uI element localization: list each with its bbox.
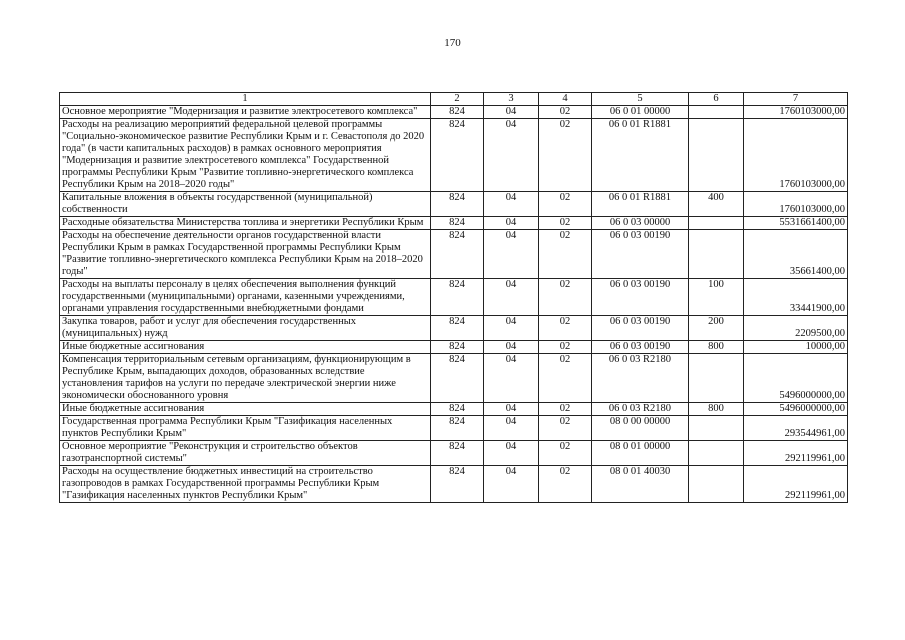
row-code-expense-type: [689, 230, 744, 279]
table-row: [60, 217, 848, 230]
page-number: 170: [444, 37, 461, 49]
row-code-target: 06 0 03 R2180: [592, 354, 689, 403]
row-code-section: 04: [484, 354, 539, 403]
row-code-section: 04: [484, 119, 539, 192]
row-code-section: 04: [484, 341, 539, 354]
row-code-admin: 824: [431, 441, 484, 466]
row-code-target: 06 0 03 00190: [592, 230, 689, 279]
row-code-expense-type: [689, 119, 744, 192]
column-header: 2: [431, 93, 484, 106]
row-code-target: 06 0 01 R1881: [592, 192, 689, 217]
row-code-target: 06 0 03 00190: [592, 316, 689, 341]
row-code-expense-type: [689, 106, 744, 119]
table-row: [60, 416, 848, 441]
table-header-row: [60, 93, 848, 106]
row-code-admin: 824: [431, 217, 484, 230]
row-amount: 5531661400,00: [744, 217, 848, 230]
row-code-section: 04: [484, 192, 539, 217]
row-code-section: 04: [484, 466, 539, 503]
row-code-admin: 824: [431, 192, 484, 217]
table-row: [60, 230, 848, 279]
row-amount: 10000,00: [744, 341, 848, 354]
row-code-subsection: 02: [539, 217, 592, 230]
table-row: [60, 441, 848, 466]
table-row: [60, 341, 848, 354]
table-row: [60, 354, 848, 403]
row-code-expense-type: 400: [689, 192, 744, 217]
row-name: Расходы на осуществление бюджетных инвестиций на строительство газопроводов в рамках Государственной программы Республики Крым "Газификация населенных пунктов Республики Крым": [60, 466, 431, 503]
row-code-target: 08 0 01 00000: [592, 441, 689, 466]
row-code-admin: 824: [431, 403, 484, 416]
row-code-admin: 824: [431, 354, 484, 403]
row-code-section: 04: [484, 230, 539, 279]
column-header: 7: [744, 93, 848, 106]
row-code-admin: 824: [431, 341, 484, 354]
row-code-target: 06 0 03 00000: [592, 217, 689, 230]
row-name: Иные бюджетные ассигнования: [60, 403, 431, 416]
row-code-subsection: 02: [539, 279, 592, 316]
row-code-admin: 824: [431, 230, 484, 279]
row-name: Основное мероприятие "Модернизация и развитие электросетевого комплекса": [60, 106, 431, 119]
column-header: 1: [60, 93, 431, 106]
row-code-section: 04: [484, 106, 539, 119]
row-code-expense-type: 800: [689, 341, 744, 354]
row-code-section: 04: [484, 441, 539, 466]
row-name: Расходы на обеспечение деятельности органов государственной власти Республики Крым в рамках Государственной программы Республики Крым "Развитие топливно-энергетического комплекса Республики Крым на 2018–2020 годы": [60, 230, 431, 279]
row-code-admin: 824: [431, 279, 484, 316]
row-name: Расходные обязательства Министерства топлива и энергетики Республики Крым: [60, 217, 431, 230]
row-code-subsection: 02: [539, 403, 592, 416]
row-name: Компенсация территориальным сетевым организациям, функционирующим в Республике Крым, выпадающих доходов, образованных вследствие установления тарифов на услуги по передаче электрической энергии ниже экономически обоснованного уровня: [60, 354, 431, 403]
row-code-expense-type: [689, 441, 744, 466]
row-code-target: 06 0 03 00190: [592, 279, 689, 316]
row-amount: 1760103000,00: [744, 192, 848, 217]
row-amount: 5496000000,00: [744, 354, 848, 403]
row-amount: 5496000000,00: [744, 403, 848, 416]
row-code-admin: 824: [431, 316, 484, 341]
row-code-subsection: 02: [539, 119, 592, 192]
table-row: [60, 119, 848, 192]
row-code-expense-type: 800: [689, 403, 744, 416]
row-name: Расходы на реализацию мероприятий федеральной целевой программы "Социально-экономическое развитие Республики Крым и г. Севастополя до 2020 года" (в части капитальных расходов) в рамках основного мероприятия "Модернизация и развитие электросетевого комплекса" Государственной программы Республики Крым "Развитие топливно-энергетического комплекса Республики Крым на 2018–2020 годы": [60, 119, 431, 192]
row-code-expense-type: [689, 354, 744, 403]
row-code-section: 04: [484, 217, 539, 230]
row-code-section: 04: [484, 416, 539, 441]
row-code-subsection: 02: [539, 106, 592, 119]
row-amount: 1760103000,00: [744, 106, 848, 119]
row-code-subsection: 02: [539, 192, 592, 217]
row-code-subsection: 02: [539, 466, 592, 503]
table-row: [60, 466, 848, 503]
row-code-admin: 824: [431, 106, 484, 119]
row-name: Капитальные вложения в объекты государственной (муниципальной) собственности: [60, 192, 431, 217]
column-header: 3: [484, 93, 539, 106]
row-code-admin: 824: [431, 466, 484, 503]
row-code-expense-type: [689, 217, 744, 230]
row-amount: 293544961,00: [744, 416, 848, 441]
budget-table: [59, 92, 848, 503]
row-code-target: 06 0 01 R1881: [592, 119, 689, 192]
row-code-subsection: 02: [539, 341, 592, 354]
column-header: 4: [539, 93, 592, 106]
table-row: [60, 279, 848, 316]
row-code-target: 06 0 01 00000: [592, 106, 689, 119]
row-code-target: 08 0 01 40030: [592, 466, 689, 503]
row-code-target: 06 0 03 R2180: [592, 403, 689, 416]
row-name: Закупка товаров, работ и услуг для обеспечения государственных (муниципальных) нужд: [60, 316, 431, 341]
row-code-expense-type: [689, 466, 744, 503]
row-code-subsection: 02: [539, 416, 592, 441]
row-name: Государственная программа Республики Крым "Газификация населенных пунктов Республики Крым": [60, 416, 431, 441]
row-code-expense-type: 200: [689, 316, 744, 341]
row-code-subsection: 02: [539, 230, 592, 279]
row-code-section: 04: [484, 403, 539, 416]
row-code-section: 04: [484, 316, 539, 341]
row-amount: 35661400,00: [744, 230, 848, 279]
row-code-subsection: 02: [539, 441, 592, 466]
row-name: Иные бюджетные ассигнования: [60, 341, 431, 354]
column-header: 6: [689, 93, 744, 106]
row-code-subsection: 02: [539, 354, 592, 403]
row-code-expense-type: 100: [689, 279, 744, 316]
row-amount: 33441900,00: [744, 279, 848, 316]
row-amount: 292119961,00: [744, 466, 848, 503]
row-amount: 2209500,00: [744, 316, 848, 341]
column-header: 5: [592, 93, 689, 106]
row-name: Основное мероприятие "Реконструкция и строительство объектов газотранспортной системы": [60, 441, 431, 466]
row-code-subsection: 02: [539, 316, 592, 341]
row-amount: 292119961,00: [744, 441, 848, 466]
table-row: [60, 316, 848, 341]
table-row: [60, 403, 848, 416]
row-code-target: 08 0 00 00000: [592, 416, 689, 441]
row-code-section: 04: [484, 279, 539, 316]
row-name: Расходы на выплаты персоналу в целях обеспечения выполнения функций государственными (муниципальными) органами, казенными учреждениями, органами управления государственными внебюджетными фондами: [60, 279, 431, 316]
row-amount: 1760103000,00: [744, 119, 848, 192]
row-code-admin: 824: [431, 416, 484, 441]
table-row: [60, 192, 848, 217]
table-row: [60, 106, 848, 119]
row-code-target: 06 0 03 00190: [592, 341, 689, 354]
row-code-expense-type: [689, 416, 744, 441]
row-code-admin: 824: [431, 119, 484, 192]
